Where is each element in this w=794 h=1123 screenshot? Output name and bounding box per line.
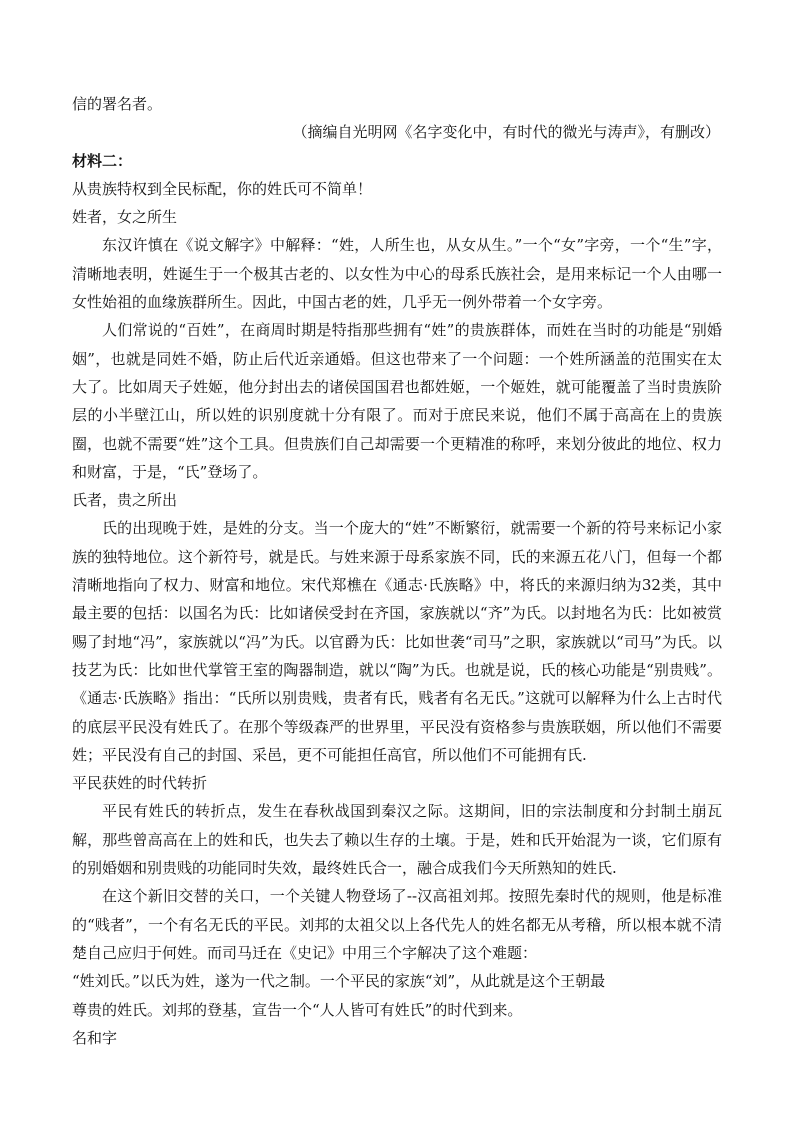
article-title: 从贵族特权到全民标配，你的姓氏可不简单！ [72, 179, 373, 198]
quote-line: 尊贵的姓氏。刘邦的登基，宣告一个“人人皆可有姓氏”的时代到来。 [72, 1000, 523, 1019]
section-heading: 名和字 [72, 1028, 118, 1047]
body-paragraph: 在这个新旧交替的关口，一个关键人物登场了--汉高祖刘邦。按照先秦时代的规则，他是标准的“贱者”，一个有名无氏的平民。刘邦的太祖父以上各代先人的姓名都无从考稽，所以根本就不清楚自己应归于何姓。而司马迁在《史记》中用三个字解决了这个难题： [72, 887, 722, 962]
intro-tail-text: 信的署名者。 [72, 95, 163, 113]
quote-line: “姓刘氏。”以氏为姓，遂为一代之制。一个平民的家族“刘”，从此就是这个王朝最 [72, 972, 606, 991]
body-paragraph: 东汉许慎在《说文解字》中解释：“姓，人所生也，从女从生。”一个“女”字旁，一个“生”字，清晰地表明，姓诞生于一个极其古老的、以女性为中心的母系氏族社会，是用来标记一个人由哪一女性始祖的血缘族群所生。因此，中国古老的姓，几乎无一例外带着一个女字旁。 [72, 236, 722, 312]
section-heading: 平民获姓的时代转折 [72, 774, 208, 793]
section-heading: 氏者，贵之所出 [72, 491, 178, 510]
material-label: 材料二： [72, 151, 133, 170]
source-citation: （摘编自光明网《名字变化中，有时代的微光与涛声》，有删改） [292, 123, 720, 142]
body-paragraph: 人们常说的“百姓”，在商周时期是特指那些拥有“姓”的贵族群体，而姓在当时的功能是“别婚姻”，也就是同姓不婚，防止后代近亲通婚。但这也带来了一个问题：一个姓所涵盖的范围实在太大了。比如周天子姓姬，他分封出去的诸侯国国君也都姓姬，一个姬姓，就可能覆盖了当时贵族阶层的小半壁江山，所以姓的识别度就十分有限了。而对于庶民来说，他们不属于高高在上的贵族圈，也就不需要“姓”这个工具。但贵族们自己却需要一个更精准的称呼，来划分彼此的地位、权力和财富，于是，“氏”登场了。 [72, 321, 722, 481]
body-paragraph: 氏的出现晚于姓，是姓的分支。当一个庞大的“姓”不断繁衍，就需要一个新的符号来标记小家族的独特地位。这个新符号，就是氏。与姓来源于母系家族不同，氏的来源五花八门，但每一个都清晰地指向了权力、财富和地位。宋代郑樵在《通志·氏族略》中，将氏的来源归纳为32类，其中最主要的包括：以国名为氏：比如诸侯受封在齐国，家族就以“齐”为氏。以封地名为氏：比如被赏赐了封地“冯”，家族就以“冯”为氏。以官爵为氏：比如世袭“司马”之职，家族就以“司马”为氏。以技艺为氏：比如世代掌管王室的陶器制造，就以“陶”为氏。也就是说，氏的核心功能是“别贵贱”。《通志·氏族略》指出：“氏所以别贵贱，贵者有氏，贱者有名无氏。”这就可以解释为什么上古时代的底层平民没有姓氏了。在那个等级森严的世界里，平民没有资格参与贵族联姻，所以他们不需要姓；平民没有自己的封国、采邑，更不可能担任高官，所以他们不可能拥有氏. [72, 519, 722, 764]
body-paragraph: 平民有姓氏的转折点，发生在春秋战国到秦汉之际。这期间，旧的宗法制度和分封制土崩瓦解，那些曾高高在上的姓和氏，也失去了赖以生存的土壤。于是，姓和氏开始混为一谈，它们原有的别婚姻和别贵贱的功能同时失效，最终姓氏合一，融合成我们今天所熟知的姓氏. [72, 802, 722, 878]
document-page [72, 90, 722, 1052]
section-heading: 姓者，女之所生 [72, 208, 178, 227]
